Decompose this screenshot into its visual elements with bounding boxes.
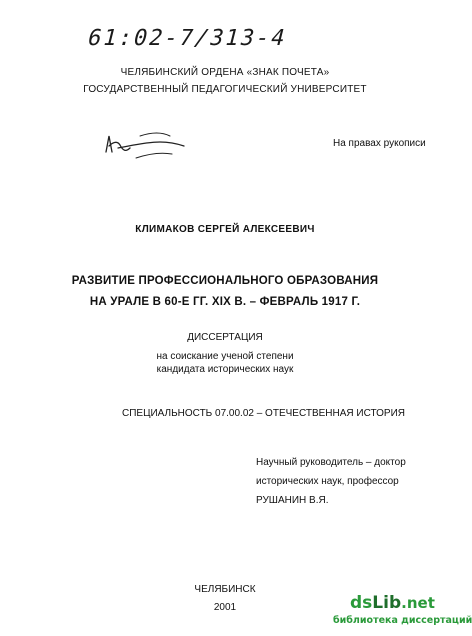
specialty: СПЕЦИАЛЬНОСТЬ 07.00.02 – ОТЕЧЕСТВЕННАЯ ИСТОРИЯ	[122, 408, 405, 419]
dissertation-title-line-2: НА УРАЛЕ В 60-Е ГГ. XIX В. – ФЕВРАЛЬ 1917 Г.	[89, 296, 361, 308]
handwritten-catalog-number: 61:02-7/313-4	[84, 26, 290, 51]
supervisor-line-1: Научный руководитель – доктор	[256, 457, 406, 468]
dissertation-title-line-1: РАЗВИТИЕ ПРОФЕССИОНАЛЬНОГО ОБРАЗОВАНИЯ	[71, 275, 379, 287]
city: ЧЕЛЯБИНСК	[194, 584, 256, 595]
watermark-brand-ds: ds	[350, 593, 373, 613]
manuscript-rights-note: На правах рукописи	[333, 138, 426, 149]
watermark-brand-net: .net	[401, 594, 435, 612]
document-type: ДИССЕРТАЦИЯ	[187, 332, 263, 343]
watermark-logo	[350, 594, 435, 612]
supervisor-name: РУШАНИН В.Я.	[256, 495, 329, 506]
author-name: КЛИМАКОВ СЕРГЕЙ АЛЕКСЕЕВИЧ	[135, 224, 315, 235]
watermark-brand-lib: Lib	[372, 593, 402, 613]
year: 2001	[213, 602, 237, 613]
institution-line-1: ЧЕЛЯБИНСКИЙ ОРДЕНА «ЗНАК ПОЧЕТА»	[120, 67, 330, 78]
degree-line-2: кандидата исторических наук	[156, 364, 294, 375]
supervisor-line-2: исторических наук, профессор	[256, 476, 399, 487]
degree-line-1: на соискание ученой степени	[156, 351, 294, 362]
watermark-caption: библиотека диссертаций	[333, 615, 472, 626]
signature-scribble	[100, 126, 190, 166]
institution-line-2: ГОСУДАРСТВЕННЫЙ ПЕДАГОГИЧЕСКИЙ УНИВЕРСИТЕТ	[83, 84, 367, 95]
